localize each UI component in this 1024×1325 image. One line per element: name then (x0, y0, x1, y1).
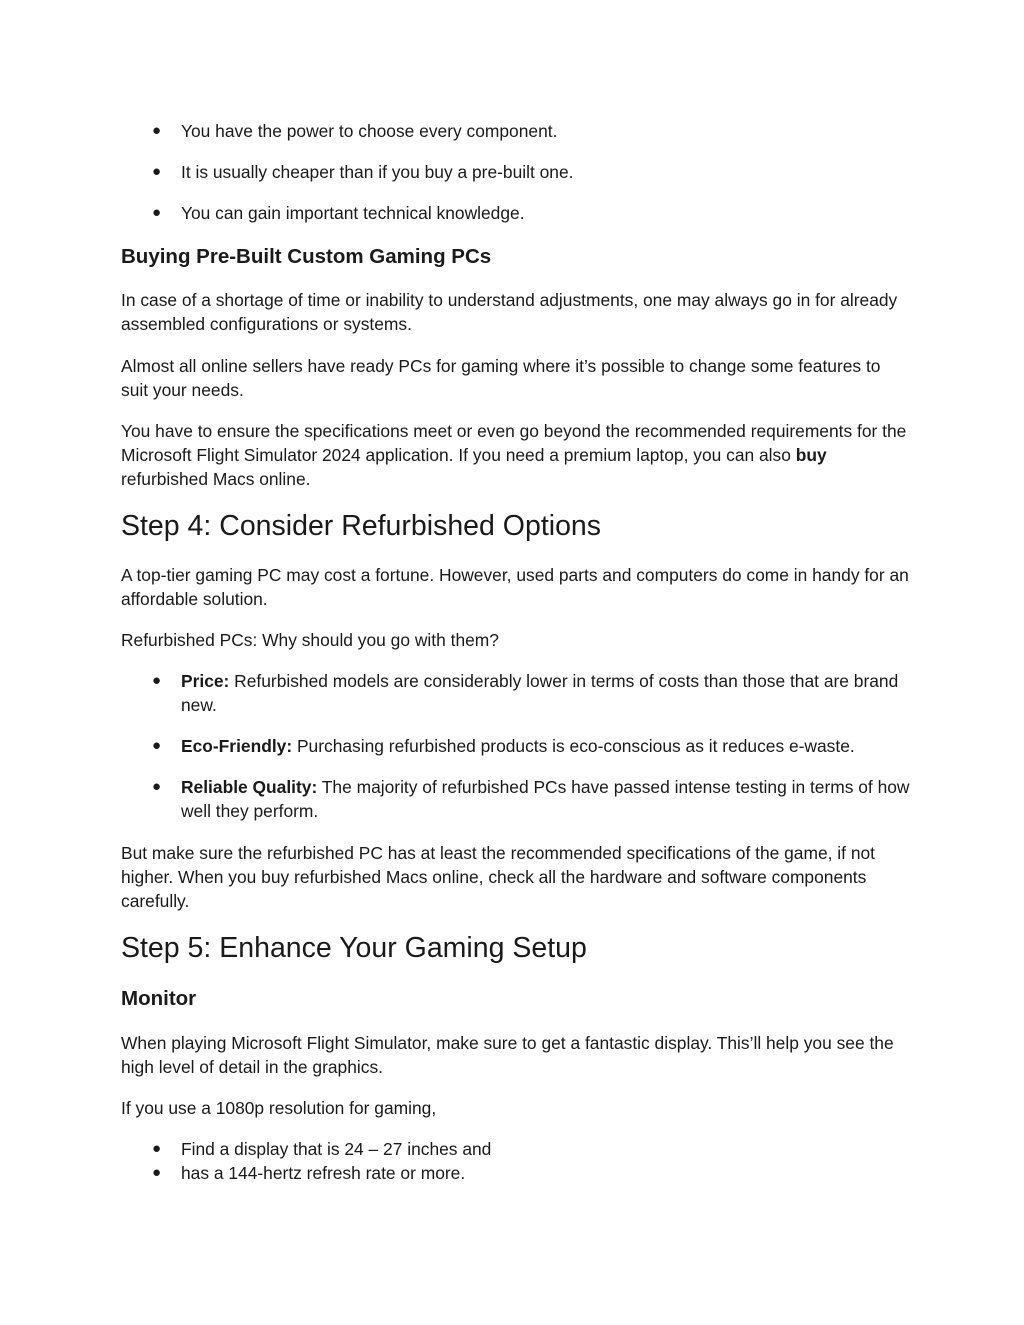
refurbished-benefits-list (121, 669, 911, 823)
list-item: ● It is usually cheaper than if you buy a pre-built one. (152, 162, 574, 182)
list-item: ● Reliable Quality: The majority of refurbished PCs have passed intense testing in terms of how well they perform. (152, 777, 910, 821)
prebuilt-paragraph-2: Almost all online sellers have ready PCs for gaming where it’s possible to change some features to suit your needs. (121, 356, 881, 400)
bullet-icon: ● (152, 1164, 162, 1181)
bullet-icon: ● (152, 204, 162, 221)
monitor-heading: Monitor (121, 987, 197, 1010)
list-item: ● Price: Refurbished models are considerably lower in terms of costs than those that are brand new. (152, 671, 899, 715)
step4-paragraph-3: But make sure the refurbished PC has at least the recommended specifications of the game, if not higher. When you buy refurbished Macs online, check all the hardware and software components carefully. (121, 843, 875, 911)
list-item: ● You can gain important technical knowledge. (152, 203, 525, 223)
buy-emphasis: buy (795, 445, 827, 465)
prebuilt-heading: Buying Pre-Built Custom Gaming PCs (121, 245, 492, 268)
monitor-list (121, 1137, 911, 1185)
bullet-icon: ● (152, 1140, 162, 1157)
advantages-list (121, 119, 911, 225)
list-item: ● Find a display that is 24 – 27 inches and (152, 1139, 492, 1159)
list-item: ● has a 144-hertz refresh rate or more. (152, 1163, 466, 1183)
bullet-icon: ● (152, 778, 162, 795)
step4-paragraph-1: A top-tier gaming PC may cost a fortune. However, used parts and computers do come in handy for an affordable solution. (121, 565, 909, 609)
monitor-paragraph-2: If you use a 1080p resolution for gaming, (121, 1098, 437, 1118)
bullet-icon: ● (152, 163, 162, 180)
prebuilt-paragraph-1: In case of a shortage of time or inability to understand adjustments, one may always go in for already assembled configurations or systems. (121, 290, 898, 334)
prebuilt-paragraph-3: You have to ensure the specifications meet or even go beyond the recommended requirements for the Microsoft Flight Simulator 2024 application. If you need a premium laptop, you can also buy refurbished Macs online. (121, 421, 907, 489)
list-item: ● You have the power to choose every component. (152, 121, 558, 141)
step4-heading: Step 4: Consider Refurbished Options (121, 510, 602, 542)
bullet-icon: ● (152, 122, 162, 139)
monitor-paragraph-1: When playing Microsoft Flight Simulator, make sure to get a fantastic display. This’ll help you see the high level of detail in the graphics. (121, 1033, 894, 1077)
list-item: ● Eco-Friendly: Purchasing refurbished products is eco-conscious as it reduces e-waste. (152, 736, 855, 756)
step4-paragraph-2: Refurbished PCs: Why should you go with them? (121, 630, 499, 650)
step5-heading: Step 5: Enhance Your Gaming Setup (121, 932, 587, 964)
bullet-icon: ● (152, 737, 162, 754)
bullet-icon: ● (152, 672, 162, 689)
